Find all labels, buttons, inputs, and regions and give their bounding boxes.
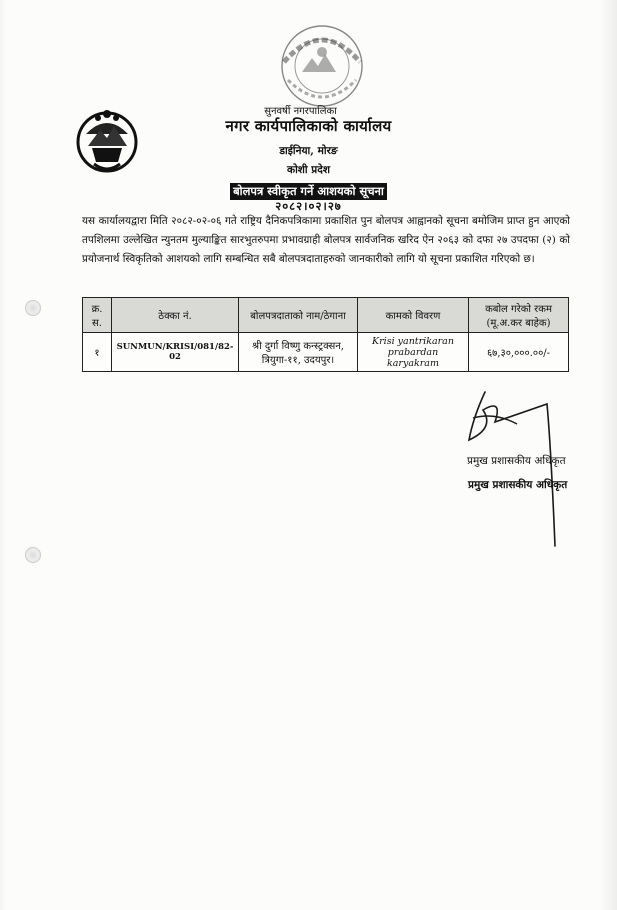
handwritten-signature	[455, 388, 568, 548]
notice-body-paragraph: यस कार्यालयद्वारा मिति २०८२-०२-०६ गते राष्ट्रिय दैनिकपत्रिकामा प्रकाशित पुन बोलपत्र आह्वानको सूचना बमोजिम प्राप्त हुन आएको तपशिलमा उल्लेखित न्युनतम मुल्याङ्कित सारभुतरुपमा प्रभावग्राही बोलपत्र सार्वजनिक खरिद ऐन २०६३ को दफा २७ उपदफा (२) को प्रयोजनार्थ स्विकृतिको आशयको लागि सम्बन्धित सबै बोलपत्रदाताहरुको जानकारीको लागि यो सूचना प्रकाशित गरिएको छ।	[82, 215, 570, 265]
table-header-row	[83, 298, 569, 333]
table-row	[83, 333, 569, 372]
signatory-title: प्रमुख प्रशासकीय अधिकृत	[467, 455, 566, 467]
notice-date: २०८२।०२।२७	[275, 199, 342, 213]
cell-contract-no: SUNMUN/KRISI/081/82-02	[112, 333, 239, 372]
municipality-name: सुनवर्षी नगरपालिका	[264, 106, 337, 117]
office-title: नगर कार्यपालिकाको कार्यालय	[225, 117, 392, 135]
municipal-stamp-seal	[262, 22, 382, 114]
col-header-work: कामको विवरण	[358, 298, 469, 333]
province-name: कोशी प्रदेश	[287, 164, 330, 176]
col-header-amount: कबोल गरेको रकम (मू.अ.कर बाहेक)	[469, 298, 569, 333]
office-location: डाईनिया, मोरङ	[279, 145, 338, 157]
signatory-stamp-title: प्रमुख प्रशासकीय अधिकृत	[468, 479, 568, 491]
col-header-contract-no: ठेक्का नं.	[112, 298, 239, 333]
cell-sn: १	[83, 333, 112, 372]
cell-bidder: श्री दुर्गा विष्णु कन्स्ट्रक्सन, त्रियुगा-११, उदयपुर।	[239, 333, 358, 372]
bid-acceptance-table	[82, 297, 569, 372]
col-header-bidder: बोलपत्रदाताको नाम/ठेगाना	[239, 298, 358, 333]
notice-title-wrap	[0, 180, 617, 200]
col-header-sn: क्र. स.	[83, 298, 112, 333]
punch-hole-bottom	[25, 547, 41, 563]
cell-work-description: Krisi yantrikaran prabardan karyakram	[358, 333, 469, 372]
notice-title: बोलपत्र स्वीकृत गर्ने आशयको सूचना	[230, 183, 387, 200]
punch-hole-top	[25, 300, 41, 316]
cell-amount: ६७,३०,०००.००/-	[469, 333, 569, 372]
